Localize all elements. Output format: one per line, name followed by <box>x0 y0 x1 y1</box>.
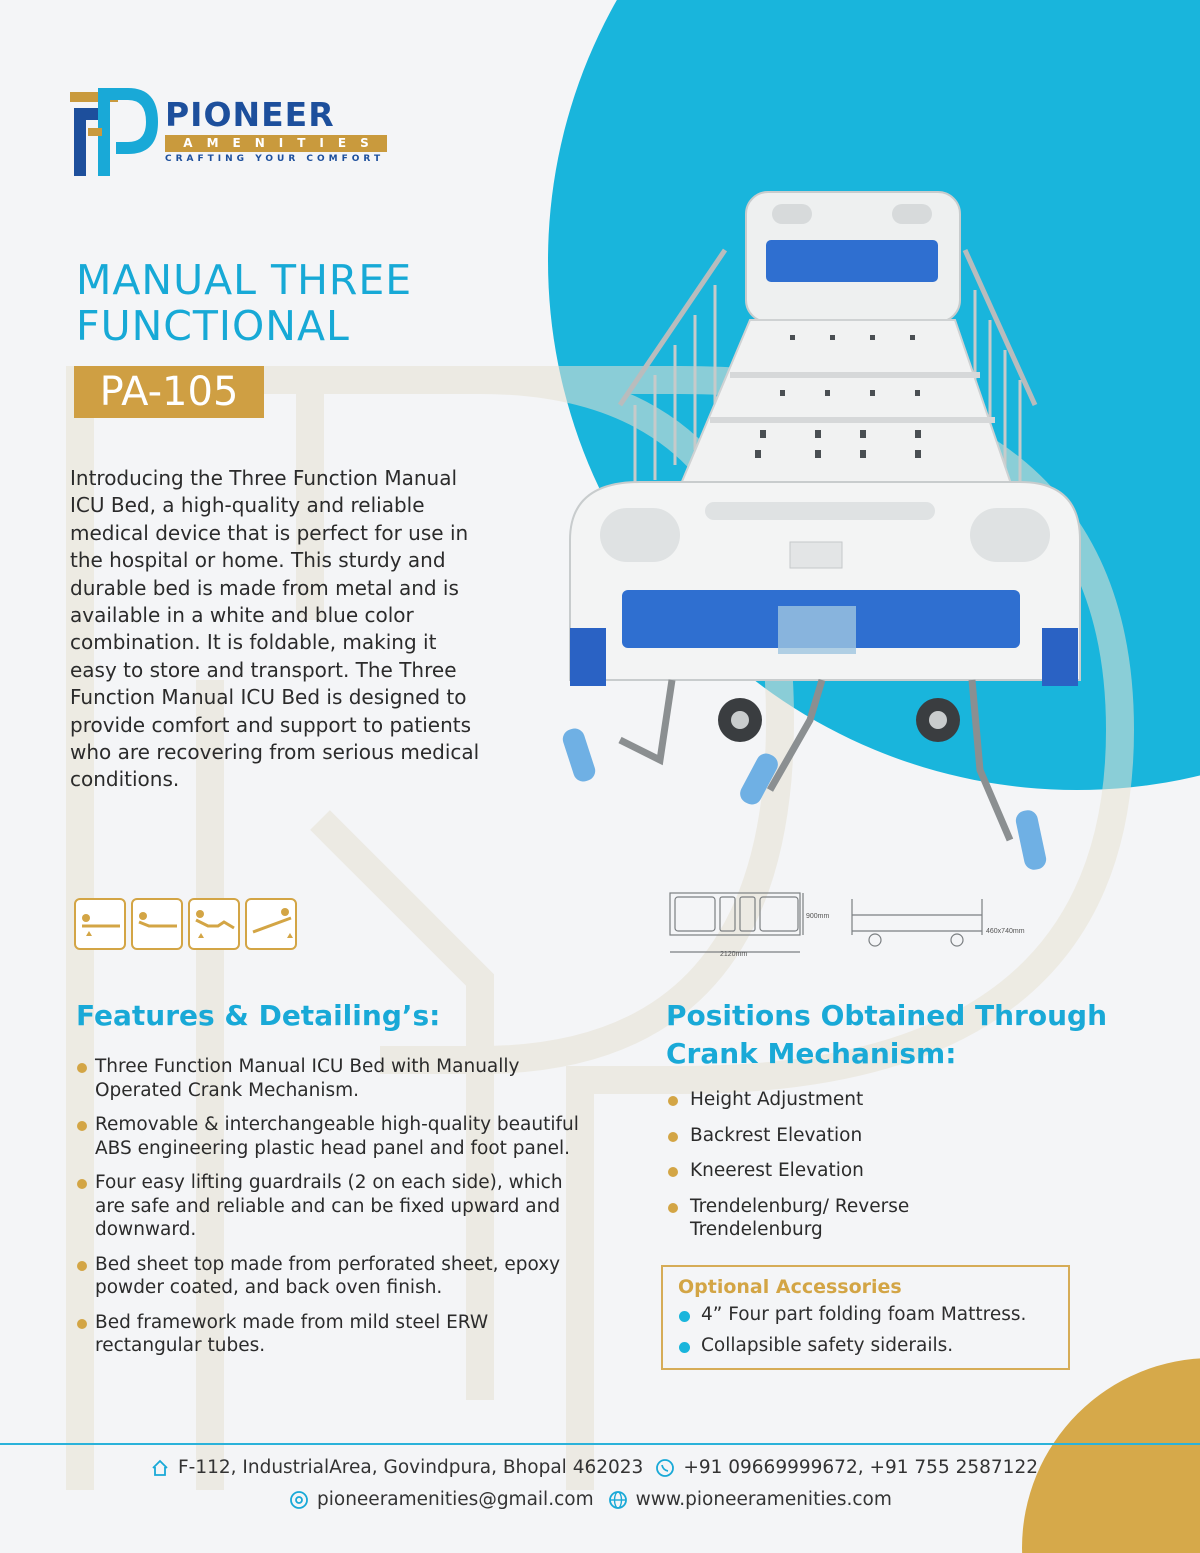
feature-item: Removable & interchangeable high-quality beautiful ABS engineering plastic head panel and foot panel. <box>77 1113 587 1160</box>
page-title-line2: FUNCTIONAL <box>76 302 350 350</box>
positions-heading-line2: Crank Mechanism: <box>666 1037 957 1070</box>
flat-position-icon <box>74 898 126 950</box>
accessories-list <box>679 1303 1026 1365</box>
feature-item: Bed framework made from mild steel ERW rectangular tubes. <box>77 1311 587 1358</box>
accessories-heading: Optional Accessories <box>678 1276 902 1298</box>
dimension-wheels: 460x740mm <box>986 928 1025 935</box>
features-heading: Features & Detailing’s: <box>76 999 441 1032</box>
brand-logo <box>68 80 398 182</box>
position-item: Height Adjustment <box>668 1088 1068 1112</box>
features-list <box>77 1055 587 1369</box>
email-icon <box>289 1490 309 1510</box>
dimension-length: 2120mm <box>720 951 748 958</box>
icu-bed-image <box>560 180 1100 880</box>
position-item: Backrest Elevation <box>668 1124 1068 1148</box>
brand-name: PIONEER <box>165 95 335 134</box>
backrest-position-icon <box>131 898 183 950</box>
brand-tagline: CRAFTING YOUR COMFORT <box>165 154 385 164</box>
accessory-item: 4” Four part folding foam Mattress. <box>679 1303 1026 1327</box>
feature-item: Three Function Manual ICU Bed with Manually Operated Crank Mechanism. <box>77 1055 587 1102</box>
accessory-item: Collapsible safety siderails. <box>679 1334 1026 1358</box>
footer-phone[interactable]: +91 09669999672, +91 755 2587122 <box>683 1457 1038 1478</box>
positions-heading-line1: Positions Obtained Through <box>666 999 1108 1032</box>
dimension-drawing <box>665 885 1055 965</box>
footer-row-contact <box>0 1457 1200 1478</box>
trendelenburg-position-icon <box>245 898 297 950</box>
position-icons <box>74 898 297 950</box>
page-title <box>76 257 412 349</box>
dimension-height: 900mm <box>806 913 830 920</box>
positions-heading <box>666 997 1107 1073</box>
position-item: Kneerest Elevation <box>668 1159 1068 1183</box>
page-title-line1: MANUAL THREE <box>76 256 413 304</box>
position-item: Trendelenburg/ Reverse Trendelenburg <box>668 1195 928 1242</box>
whatsapp-icon <box>655 1458 675 1478</box>
feature-item: Four easy lifting guardrails (2 on each side), which are safe and reliable and can be fixed upward and downward. <box>77 1171 587 1242</box>
model-badge: PA-105 <box>74 366 264 418</box>
footer-address: F-112, IndustrialArea, Govindpura, Bhopal 462023 <box>178 1457 644 1478</box>
globe-icon <box>608 1490 628 1510</box>
footer-email[interactable]: pioneeramenities@gmail.com <box>317 1489 594 1510</box>
kneerest-position-icon <box>188 898 240 950</box>
accessories-box <box>661 1265 1070 1370</box>
footer-row-web <box>0 1489 1200 1510</box>
footer-website[interactable]: www.pioneeramenities.com <box>635 1489 892 1510</box>
feature-item: Bed sheet top made from perforated sheet, epoxy powder coated, and back oven finish. <box>77 1253 587 1300</box>
brand-sub: AMENITIES <box>165 135 387 152</box>
home-icon <box>150 1458 170 1478</box>
positions-list <box>668 1088 1068 1254</box>
logo-mark-icon <box>68 80 160 180</box>
intro-paragraph: Introducing the Three Function Manual ICU Bed, a high-quality and reliable medical device that is perfect for use in the hospital or home. This sturdy and durable bed is made from metal and is available in a white and blue color combination. It is foldable, making it easy to store and transport. The Three Function Manual ICU Bed is designed to provide comfort and support to patients who are recovering from serious medical conditions. <box>70 466 480 792</box>
footer-divider <box>0 1443 1200 1445</box>
